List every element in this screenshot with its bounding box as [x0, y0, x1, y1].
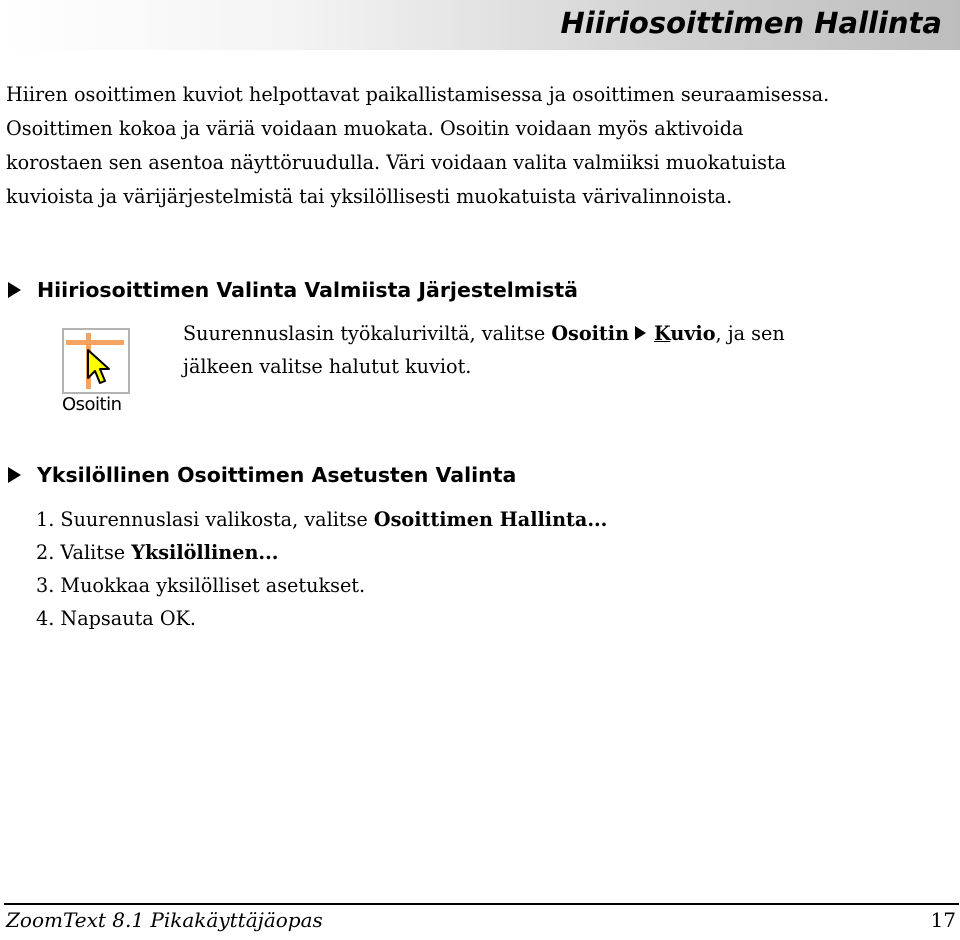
footer-title: ZoomText 8.1 Pikakäyttäjäopas: [6, 908, 323, 932]
list-item: [36, 602, 607, 635]
menu-item-osoitin: Osoitin: [551, 322, 630, 345]
intro-line: Osoittimen kokoa ja väriä voidaan muokata. Osoitin voidaan myös aktivoida: [6, 117, 744, 140]
step-number: 2.: [36, 541, 55, 564]
step-text: Suurennuslasi valikosta, valitse: [60, 508, 374, 531]
page-number: 17: [930, 908, 956, 932]
instruction-line: jälkeen valitse halutut kuviot.: [183, 355, 472, 378]
pointer-icon-label: Osoitin: [62, 394, 122, 415]
section-heading-text: Hiiriosoittimen Valinta Valmiista Järjestelmistä: [37, 278, 579, 302]
step-text: Valitse: [60, 541, 132, 564]
section-heading-text: Yksilöllinen Osoittimen Asetusten Valinta: [37, 463, 517, 487]
page-title: Hiiriosoittimen Hallinta: [560, 6, 942, 40]
instruction-line: [183, 317, 903, 350]
section-heading-custom: [8, 463, 516, 487]
intro-line: Hiiren osoittimen kuviot helpottavat paikallistamisessa ja osoittimen seuraamisessa.: [6, 83, 830, 106]
intro-line: kuvioista ja värijärjestelmistä tai yksilöllisesti muokatuista värivalinnoista.: [6, 185, 733, 208]
pointer-toolbar-button: [58, 322, 136, 422]
intro-line: korostaen sen asentoa näyttöruudulla. Väri voidaan valita valmiiksi muokatuista: [6, 151, 787, 174]
bullet-triangle-icon: [8, 282, 21, 298]
list-item: [36, 569, 607, 602]
list-item: [36, 503, 607, 536]
step-text: Napsauta OK.: [60, 607, 196, 630]
instruction-text: Suurennuslasin työkaluriviltä, valitse: [183, 322, 552, 345]
section-heading-preset: [8, 278, 578, 302]
step-number: 4.: [36, 607, 55, 630]
intro-paragraph: [6, 78, 946, 214]
custom-steps-list: [36, 503, 607, 635]
menu-item-kuvio: [654, 322, 715, 345]
instruction-text: , ja sen: [715, 322, 785, 345]
page-header: [0, 0, 960, 50]
submenu-arrow-icon: [635, 326, 646, 340]
footer-divider: [4, 903, 959, 905]
preset-instructions: [183, 317, 903, 383]
step-text: Muokkaa yksilölliset asetukset.: [60, 574, 366, 597]
step-number: 3.: [36, 574, 55, 597]
menu-accelerator-key: K: [654, 322, 671, 345]
pointer-icon: [62, 328, 130, 394]
step-number: 1.: [36, 508, 55, 531]
menu-item-label: uvio: [670, 322, 716, 345]
step-bold-text: Osoittimen Hallinta...: [373, 508, 608, 531]
list-item: [36, 536, 607, 569]
bullet-triangle-icon: [8, 467, 21, 483]
step-bold-text: Yksilöllinen...: [131, 541, 279, 564]
